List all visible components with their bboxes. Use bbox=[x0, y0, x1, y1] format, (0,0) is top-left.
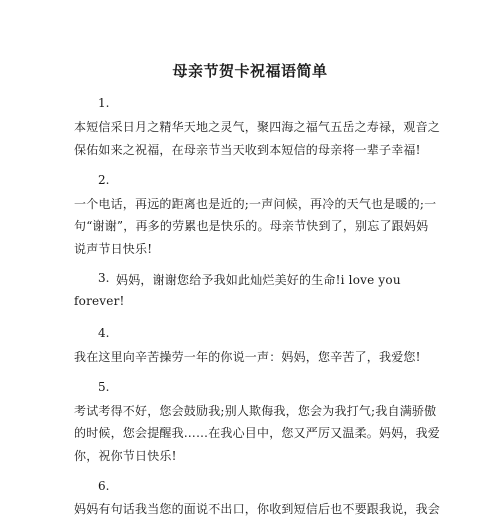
paragraph-line: 考试考得不好，您会鼓励我;别人欺侮我，您会为我打气;我自满骄傲 bbox=[74, 404, 437, 418]
section-number: 2. bbox=[98, 173, 110, 187]
paragraph-line: 我在这里向辛苦操劳一年的你说一声：妈妈，您辛苦了，我爱您! bbox=[74, 350, 421, 364]
section-number: 4. bbox=[98, 326, 110, 340]
document-title: 母亲节贺卡祝福语简单 bbox=[172, 62, 328, 80]
paragraph-line: 说声节日快乐! bbox=[74, 242, 153, 256]
paragraph-line: 的时候，您会提醒我……在我心目中，您又严厉又温柔。妈妈，我爱 bbox=[74, 426, 441, 440]
paragraph-line: 你，祝你节日快乐! bbox=[74, 449, 177, 463]
paragraph-line: 一个电话，再远的距离也是近的;一声问候，再冷的天气也是暖的;一 bbox=[74, 197, 437, 211]
paragraph-line: 妈妈，谢谢您给予我如此灿烂美好的生命!i love you bbox=[116, 273, 401, 287]
paragraph-line: forever! bbox=[74, 294, 125, 308]
section-number: 1. bbox=[98, 96, 110, 110]
paragraph-line: 本短信采日月之精华天地之灵气，聚四海之福气五岳之寿禄，观音之 bbox=[74, 120, 441, 134]
section-number: 6. bbox=[98, 479, 110, 493]
section-number: 3. bbox=[98, 271, 110, 285]
paragraph-line: 句“谢谢”，再多的劳累也是快乐的。母亲节快到了，别忘了跟妈妈 bbox=[74, 219, 429, 233]
section-number: 5. bbox=[98, 380, 110, 394]
paragraph-line: 妈妈有句话我当您的面说不出口，你收到短信后也不要跟我说，我会 bbox=[74, 502, 441, 516]
paragraph-line: 保佑如来之祝福，在母亲节当天收到本短信的母亲将一辈子幸福! bbox=[74, 143, 421, 157]
